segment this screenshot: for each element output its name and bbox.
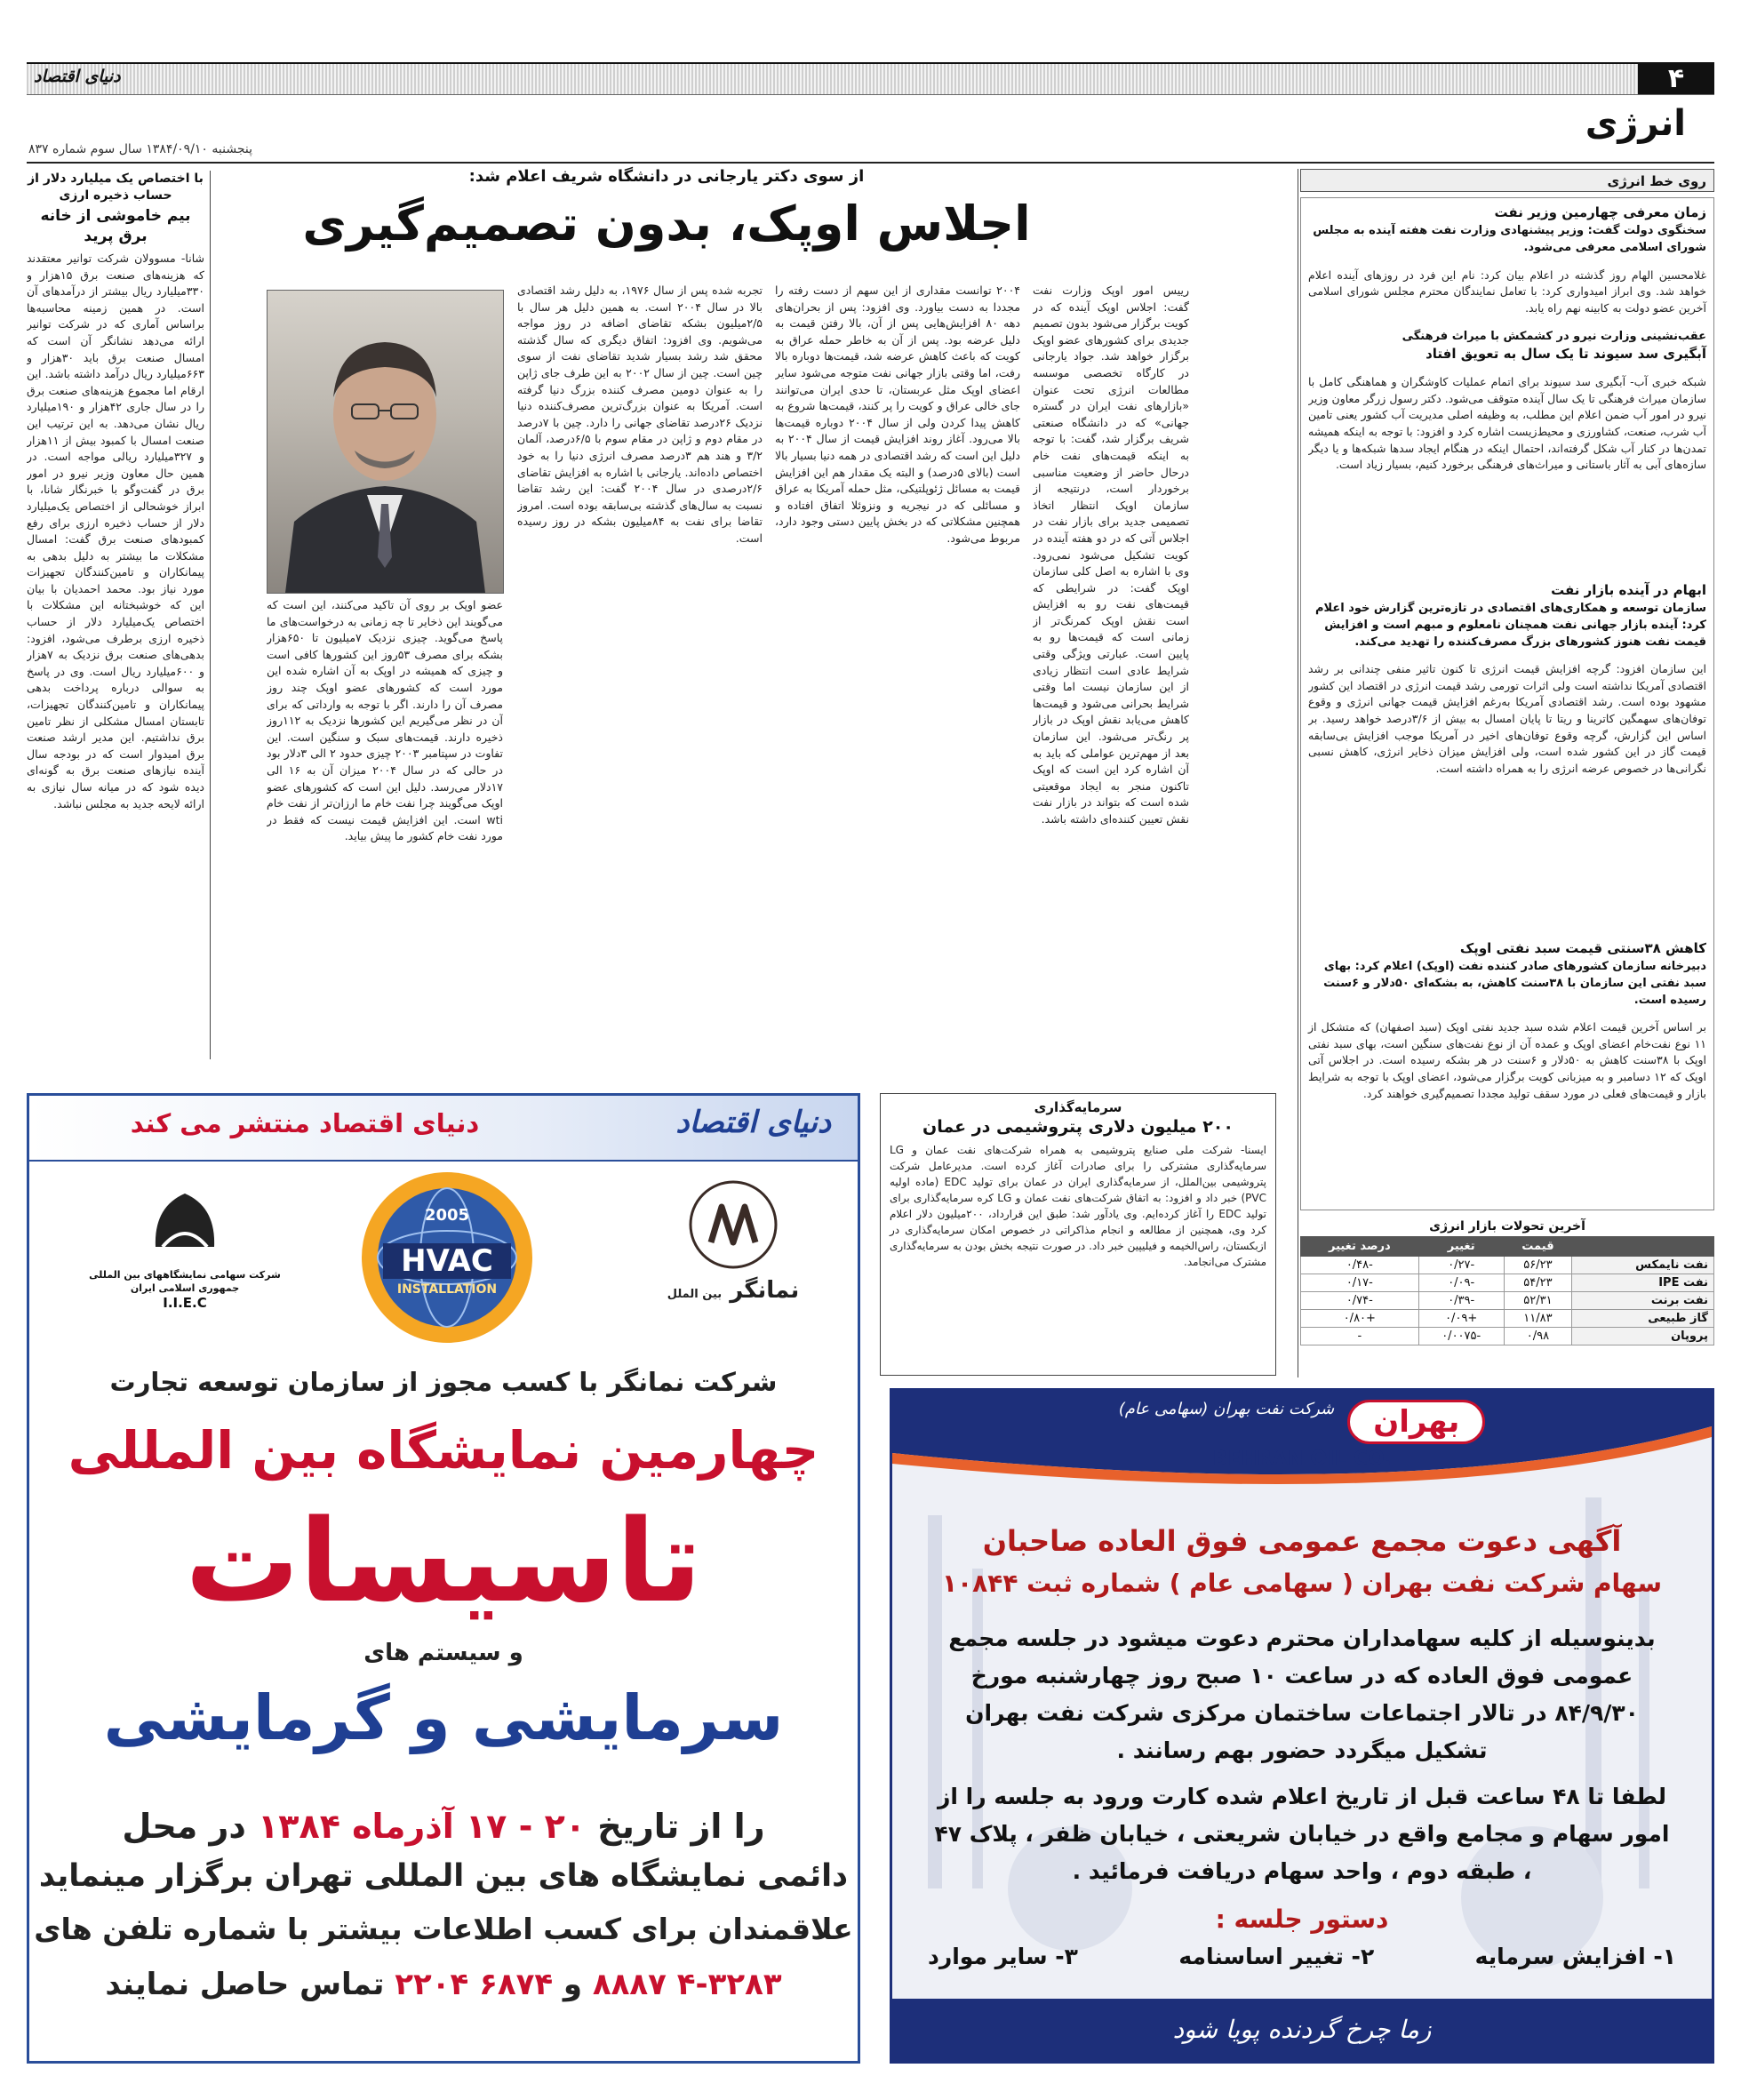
sidebar-item xyxy=(1308,939,1706,1102)
date-prefix: را از تاریخ xyxy=(597,1807,765,1846)
market-table xyxy=(1300,1236,1714,1345)
price-cell: ۵۶/۲۳ xyxy=(1504,1257,1571,1274)
portrait-illustration xyxy=(268,291,503,593)
left-story xyxy=(27,171,204,1059)
change-cell: -۰/۳۹ xyxy=(1418,1292,1504,1310)
percent-cell: -۰/۷۴ xyxy=(1301,1292,1419,1310)
sidebar-item-lead: سازمان توسعه و همکاری‌های اقتصادی در تازه‌ترین گزارش خود اعلام کرد: آینده بازار جهانی نفت همچنان نامعلوم و مبهم است و افزایش قیمت نفت هنوز کشورهای بزرگ مصرف‌کننده را تهدید می‌کند. xyxy=(1314,601,1706,649)
table-header-row xyxy=(1301,1237,1714,1257)
phone-number[interactable]: ۴-۳۲۸۳ ۸۸۸۷ xyxy=(592,1967,782,2002)
price-cell: ۵۴/۲۳ xyxy=(1504,1274,1571,1292)
page-number: ۴ xyxy=(1638,64,1714,94)
market-table-box xyxy=(1300,1219,1714,1345)
lead-title: اجلاس اوپک، بدون تصمیم‌گیری xyxy=(302,196,1031,252)
behran-agenda-list xyxy=(928,1944,1676,1969)
hvac-installation: INSTALLATION xyxy=(396,1282,498,1297)
percent-cell: +۰/۸۰ xyxy=(1301,1310,1419,1328)
ad-brand-logo: دنیای اقتصاد xyxy=(675,1105,831,1140)
commodity-name: نفت نایمکس xyxy=(1572,1257,1714,1274)
commodity-name: پروپان xyxy=(1572,1328,1714,1345)
ad-header-text: دنیای اقتصاد منتشر می کند xyxy=(130,1108,480,1138)
behran-logo: بهران xyxy=(1347,1400,1485,1444)
date-range: ۲۰ - ۱۷ آذرماه ۱۳۸۴ xyxy=(258,1807,586,1846)
lead-col-2: ۲۰۰۴ توانست مقداری از این سهم از دست رفته را مجددا به دست بیاورد. وی افزود: پس از بحران‌های دهه ۸۰ افزایش‌هایی پس از آن، بالا رفتن قیمت به دلیل عرضه بود. پس از آن به خاطر حمله عراق به کویت که باعث کاهش عرضه شد، قیمت‌ها دوباره بالا رفت، اما وقتی بازار جهانی نفت متوجه می‌شود سایر اعضای اوپک مثل عربستان، تا حدی ایران می‌توانند جای خالی عراق و کویت را پر کنند، قیمت‌ها شروع به کاهش پیدا کردن ولی از سال ۲۰۰۴ دوباره قیمت‌ها بالا می‌رود. آغاز روند افزایش قیمت از سال ۲۰۰۴ به دلیل این است که رشد اقتصادی در همه دنیا بسیار بالا است (بالای ۵درصد) و البته یک مقدار هم این افزایش قیمت به مسائل ژئوپلتیکی، مثل حمله آمریکا به عراق و مسائلی که در نیجریه و ونزوئلا اتفاق افتاده و همچنین مشکلاتی که در بخش پایین دستی وجود دارد، مربوط می‌شود. xyxy=(775,283,1020,545)
behran-advertisement[interactable] xyxy=(890,1388,1714,2064)
iiec-abbr: I.I.E.C xyxy=(163,1295,207,1311)
sidebar-item-body: غلامحسین الهام روز گذشته در اعلام بیان کرد: نام این فرد در روزهای آینده اعلام خواهد شد. وی ابراز امیدواری کرد: با تعامل نمایندگان محترم مجلس شورای اسلامی آخرین عضو دولت به کابینه نهم راه یابد. xyxy=(1308,267,1706,315)
namangar-logo xyxy=(644,1176,822,1304)
investment-kicker: سرمایه‌گذاری xyxy=(1034,1099,1122,1115)
sidebar-item-body: شبکه خبری آب- آبگیری سد سیوند برای اتمام عملیات کاوشگران و هماهنگی کامل با سازمان میراث فرهنگی تا یک سال آینده متوقف می‌شود. دکتر رسول زرگر معاون وزیر نیرو در امور آب ضمن اعلام این مطلب، به وظیفه اصلی مدیریت آب کشور یعنی تامین آب شرب، صنعت، کشاورزی و محیط‌زیست اشاره کرد و افزود: با توجه به اینکه همیشه تمدن‌ها در کنار آب شکل گرفته‌اند، احتمال اینکه در هنگام ایجاد سدها شبکه‌ها و یا دیگر سازه‌های آبی به آثار باستانی و میراث‌های فرهنگی برخورد کنیم، بسیار زیاد است. xyxy=(1308,375,1706,472)
hvac-badge xyxy=(358,1169,536,1346)
behran-body-invite: بدینوسیله از کلیه سهامداران محترم دعوت میشود در جلسه مجمع عمومی فوق العاده که در ساعت ۱۰ صبح روز چهارشنبه مورخ ۸۴/۹/۳۰ در تالار اجتماعات ساختمان مرکزی شرکت نفت بهران تشکیل میگردد حضور بهم رسانند . xyxy=(948,1625,1656,1763)
commodity-name: نفت برنت xyxy=(1572,1292,1714,1310)
investment-body: ایسنا- شرکت ملی صنایع پتروشیمی به همراه شرکت‌های نفت عمان و LG سرمایه‌گذاری مشترکی را برای صادرات آغاز کرده است. مدیرعامل شرکت پتروشیمی بین‌الملل، از سرمایه‌گذاری ایران در عمان برای تولید EDC (ماده اولیه PVC) خبر داد و افزود: به اتفاق شرکت‌های نفت عمان و LG کره سرمایه‌گذاری برای تولید EDC را آغاز کرده‌ایم. وی یادآور شد: طبق این قرارداد، ۲۰۰میلیون دلار اعلام کرد وی، همچنین از مطالعه و انجام مذاکراتی در خصوص امکان سرمایه‌گذاری در ازبکستان، راس‌الخیمه و فیلیپین خبر داد. در صورت نتیجه بخش بودن به سرمایه‌گذاری مشترک می‌انجامد. xyxy=(890,1144,1266,1268)
sidebar-item xyxy=(1308,581,1706,929)
phone-suffix: تماس حاصل نمایند xyxy=(105,1967,385,2002)
price-cell: ۰/۹۸ xyxy=(1504,1328,1571,1345)
price-cell: ۱۱/۸۳ xyxy=(1504,1310,1571,1328)
left-story-title: بیم خاموشی از خانه برق پرید xyxy=(40,207,191,245)
lead-col-1: رییس امور اوپک وزارت نفت گفت: اجلاس اوپک آینده که در کویت برگزار می‌شود بدون تصمیم جدیدی برای کشورهای عضو اوپک برگزار خواهد شد. جواد یارجانی در کارگاه تخصصی موسسه مطالعات انرژی تحت عنوان «بازارهای نفت ایران در گستره جهانی» که در دانشگاه صنعتی شریف برگزار شد، گفت: با توجه به اینکه قیمت‌های نفت خام درحال حاضر از وضعیت مناسبی برخوردار است، درنتیجه از سازمان اوپک انتظار اتخاذ تصمیمی جدید برای بازار نفت در اجلاس آتی که در دو هفته آینده در کویت تشکیل می‌شود نمی‌رود. وی با اشاره به اصل کلی سازمان اوپک گفت: در شرایطی که قیمت‌های نفت رو به افزایش است نقش اوپک کمرنگ‌تر از زمانی است که قیمت‌ها رو به پایین است. عبارتی ویژگی وقتی شرایط عادی است انتظار زیادی از این سازمان نیست اما وقتی شرایط بحرانی می‌شود و قیمت‌ها کاهش می‌یابد نقش اوپک در بازار پر رنگ‌تر می‌شود. این سازمان بعد از مهم‌ترین عواملی که باید به آن اشاره کرد این است که اوپک تاکنون منجر به ایجاد موقعیتی شده است که بتواند در بازار نفت نقش تعیین کننده‌ای داشته باشد. xyxy=(1033,283,1189,826)
hvac-advertisement[interactable] xyxy=(27,1093,860,2064)
percent-cell: -۰/۴۸ xyxy=(1301,1257,1419,1274)
price-cell: ۵۲/۳۱ xyxy=(1504,1292,1571,1310)
commodity-name: نفت IPE xyxy=(1572,1274,1714,1292)
behran-body-card: لطفا تا ۴۸ ساعت قبل از تاریخ اعلام شده کارت ورود به جلسه را از امور سهام و مجامع واقع در خیابان شریعتی ، خیابان ظفر ، پلاک ۴۷ ، طبقه دوم ، واحد سهام دریافت فرمائید . xyxy=(934,1784,1670,1884)
ad-header-strip xyxy=(29,1096,858,1162)
hvac-year: 2005 xyxy=(424,1206,470,1225)
sidebar-item-lead: دبیرخانه سازمان کشورهای صادر کننده نفت (اوپک) اعلام کرد: بهای سبد نفتی این سازمان با ۳۸سنت کاهش، به بشکه‌ای ۵۰دلار و ۶سنت رسیده است. xyxy=(1323,959,1706,1007)
ad-line-hvac-fa: سرمایشی و گرمایشی xyxy=(103,1681,784,1754)
ad-line-exhibition: چهارمین نمایشگاه بین المللی xyxy=(68,1420,819,1481)
sidebar-item-title: زمان معرفی چهارمین وزیر نفت xyxy=(1494,204,1706,220)
behran-title: آگهی دعوت مجمع عمومی فوق العاده صاحبان xyxy=(982,1524,1622,1558)
sidebar-item xyxy=(1308,328,1706,571)
change-cell: -۰/۰۹ xyxy=(1418,1274,1504,1292)
ad-line-venue: دائمی نمایشگاه های بین المللی تهران برگزار مینماید xyxy=(38,1858,849,1894)
iiec-emblem-icon xyxy=(136,1185,234,1265)
hvac-name: HVAC xyxy=(401,1243,493,1279)
masthead-bar xyxy=(27,62,1714,95)
behran-logo-block xyxy=(892,1400,1712,1470)
namangar-sub: بین الملل xyxy=(667,1288,723,1301)
ad-line-info: علاقمندان برای کسب اطلاعات بیشتر با شماره تلفن های xyxy=(34,1912,853,1946)
iiec-name: شرکت سهامی نمایشگاههای بین المللی جمهوری اسلامی ایران xyxy=(89,1269,281,1294)
author-photo xyxy=(267,290,504,594)
behran-agenda-title: دستور جلسه : xyxy=(1215,1904,1389,1934)
ad-line-systems: و سیستم های xyxy=(363,1640,523,1666)
commodity-name: گاز طبیعی xyxy=(1572,1310,1714,1328)
date-suffix: در محل xyxy=(122,1807,246,1846)
investment-box xyxy=(880,1093,1276,1376)
phone-number[interactable]: ۶۸۷۴ ۲۲۰۴ xyxy=(395,1967,554,2002)
sidebar-item xyxy=(1308,204,1706,316)
behran-subtitle: سهام شرکت نفت بهران ( سهامی عام ) شماره ثبت ۱۰۸۴۴ xyxy=(941,1569,1663,1598)
ad-line-permit: شرکت نمانگر با کسب مجوز از سازمان توسعه تجارت xyxy=(109,1367,778,1397)
market-table-title: آخرین تحولات بازار انرژی xyxy=(1429,1219,1585,1234)
top-rule xyxy=(27,162,1714,164)
table-header-cell: تغییر xyxy=(1418,1237,1504,1257)
namangar-mark-icon xyxy=(684,1176,782,1274)
sidebar-news xyxy=(1300,197,1714,1210)
dateline: پنجشنبه ۱۳۸۴/۰۹/۱۰ سال سوم شماره ۸۳۷ xyxy=(28,142,253,156)
iiec-logo xyxy=(74,1185,296,1336)
table-header-cell xyxy=(1572,1237,1714,1257)
percent-cell: -۰/۱۷ xyxy=(1301,1274,1419,1292)
change-cell: -۰/۲۷ xyxy=(1418,1257,1504,1274)
investment-title: ۲۰۰ میلیون دلاری پتروشیمی در عمان xyxy=(922,1117,1234,1137)
phone-conj: و xyxy=(563,1967,583,2002)
table-row xyxy=(1301,1328,1714,1345)
table-row xyxy=(1301,1274,1714,1292)
ad-line-date xyxy=(29,1807,858,1846)
sidebar-item-body: بر اساس آخرین قیمت اعلام شده سبد جدید نفتی اوپک (سبد اصفهان) که متشکل از ۱۱ نوع نفت‌خام اعضای اوپک و عمده آن از نوع نفت‌های سنگین است، بهای سبد نفتی اوپک با ۳۸سنت کاهش به ۵۰دلار و ۶سنت در هر بشکه رسیده است. در اجلاس آتی اوپک که ۱۲ دسامبر و به میزبانی کویت برگزار می‌شود، اعضای اوپک با توجه به شرایط بازار و قیمت‌های فعلی در مورد سقف تولید مجددا تصمیم‌گیری خواهند کرد. xyxy=(1308,1020,1706,1100)
lead-col-3: تجربه شده پس از سال ۱۹۷۶، به دلیل رشد اقتصادی بالا در سال ۲۰۰۴ است. به همین دلیل هر سال با ۲/۵میلیون بشکه تقاضای اضافه در روز مواجه می‌شویم. وی افزود: اتفاق دیگری که سال گذشته محقق شد رشد بسیار شدید تقاضای نفت از سوی چین است. چین از سال ۲۰۰۲ به این طرف جای ژاپن را به عنوان دومین مصرف کننده بزرگ دنیا گرفته است. آمریکا به عنوان بزرگ‌ترین مصرف‌کننده دنیا نزدیک ۲۶درصد تقاضای جهانی را دارد. چین با ۷درصد در مقام دوم و ژاپن در مقام سوم با ۶/۵درصد، آلمان ۳/۲ و هند هم ۳درصد مصرف انرژی دنیا را به خود اختصاص داده‌اند. یارجانی با اشاره به افزایش تقاضای ۲/۶درصدی در سال ۲۰۰۴ گفت: این رشد تقاضا نسبت به سال‌های گذشته بی‌سابقه بوده است. امروز تقاضا برای نفت به ۸۴میلیون بشکه در روز رسیده است. xyxy=(517,283,763,545)
lead-kicker: از سوی دکتر یارجانی در دانشگاه شریف اعلام شد: xyxy=(468,167,865,186)
lead-col-4: عضو اوپک بر روی آن تاکید می‌کنند، این است که می‌گویند این ذخایر تا چه زمانی به درخواست‌های ما پاسخ می‌گوید. چیزی نزدیک ۷میلیون تا ۶۵۰هزار بشکه برای مصرف ۵۳روز این کشورها کافی است و چیزی که همیشه در اوپک به آن اشاره شده این مورد است که کشورهای عضو اوپک چند روز مصرف آن را دارند. اگر با توجه به وارداتی که برای آن در نظر می‌گیریم این کشورها نزدیک به ۱۱۲روز ذخیره دارند. قیمت‌های سبک و سنگین است. این تفاوت در سپتامبر ۲۰۰۳ چیزی حدود ۲ الی ۳دلار بود در حالی که در سال ۲۰۰۴ میزان آن به ۱۶ الی ۱۷دلار می‌رسد. دلیل این است که کشورهای عضو اوپک می‌گویند چرا نفت خام ما ارزان‌تر از نفت خام wti است. این افزایش قیمت نیست که فقط در مورد نفت خام کشور ما پیش بیاید. xyxy=(267,598,503,843)
sidebar-item-title: کاهش ۳۸سنتی قیمت سبد نفتی اوپک xyxy=(1459,939,1706,956)
namangar-name: نمانگر xyxy=(730,1277,800,1304)
agenda-item: ۲- تغییر اساسنامه xyxy=(1178,1944,1375,1969)
change-cell: +۰/۰۹ xyxy=(1418,1310,1504,1328)
sidebar-item-title: ابهام در آینده بازار نفت xyxy=(1551,581,1706,598)
sidebar-header: روی خط انرژی xyxy=(1300,169,1714,192)
behran-company-en: BEHRAN OIL CO. xyxy=(1212,1448,1392,1470)
agenda-item: ۳- سایر موارد xyxy=(928,1944,1078,1969)
column-divider xyxy=(210,171,211,1059)
percent-cell: - xyxy=(1301,1328,1419,1345)
table-row xyxy=(1301,1292,1714,1310)
section-title: انرژی xyxy=(1585,103,1686,144)
ad-line-facilities: تاسیسات xyxy=(185,1496,702,1628)
agenda-item: ۱- افزایش سرمایه xyxy=(1474,1944,1676,1969)
table-row xyxy=(1301,1310,1714,1328)
table-header-cell: درصد تغییر xyxy=(1301,1237,1419,1257)
ad-line-phones xyxy=(29,1967,858,2002)
sidebar-item-lead: عقب‌نشینی وزارت نیرو در کشمکش با میراث فرهنگی xyxy=(1402,329,1706,343)
sidebar-item-lead: سخنگوی دولت گفت: وزیر پیشنهادی وزارت نفت هفته آینده به مجلس شورای اسلامی معرفی می‌شود. xyxy=(1313,224,1706,254)
sidebar-item-body: این سازمان افزود: گرچه افزایش قیمت انرژی تا کنون تاثیر منفی چندانی بر رشد اقتصادی آمریکا نداشته است ولی اثرات تورمی رشد قیمت انرژی در اقتصاد این کشور مشهود بوده است. رشد اقتصادی آمریکا به‌رغم افزایش قیمت جهانی انرژی و وقوع توفان‌های سهمگین کاترینا و ریتا تا پایان امسال به بیش از ۳/۶درصد خواهد رسید. بر اساس این گزارش، گرچه وقوع توفان‌های اخیر در آمریکا موجب افزایش بی‌سابقه قیمت گاز در این کشور شده است، ولی افزایش میزان ذخایر انرژی، کاهش نسبی نگرانی‌ها در خصوص عرضه انرژی را به همراه داشته است. xyxy=(1308,662,1706,775)
left-story-kicker: با اختصاص یک میلیارد دلار از حساب ذخیره ارزی xyxy=(28,172,204,203)
behran-slogan: زما چرخ گردنده پویا شود xyxy=(892,1999,1712,2061)
sidebar-item-title: آبگیری سد سیوند تا یک سال به تعویق افتاد xyxy=(1426,345,1706,362)
change-cell: -۰/۰۰۷۵ xyxy=(1418,1328,1504,1345)
table-row xyxy=(1301,1257,1714,1274)
left-story-body: شانا- مسوولان شرکت توانیر معتقدند که هزینه‌های صنعت برق ۱۵هزار و ۳۳۰میلیارد ریال بیشتر از درآمدهای آن است. در همین زمینه محاسبه‌ها براساس آماری که در شرکت توانیر ارائه می‌دهد نشانگر آن است که امسال صنعت برق باید ۳۰هزار و ۶۶۳میلیارد ریال درآمد داشته باشد. این ارقام اما مجموع هزینه‌های صنعت برق را در سال جاری ۴۲هزار و ۱۹۰میلیارد ریال نشان می‌دهد. به این ترتیب این صنعت امسال با کمبود بیش از ۱۱هزار و ۳۲۷میلیارد ریالی مواجه است. در همین حال معاون وزیر نیرو در امور برق در گفت‌وگو با خبرنگار شانا، با ابراز خوشحالی از اختصاص یک‌میلیارد دلار از حساب ذخیره ارزی برای رفع کمبودهای صنعت برق گفت: امسال مشکلات ما بیشتر به دلیل بدهی به پیمانکاران و تامین‌کنندگان تجهیزات مورد نیاز بود. محمد احمدیان با بیان این که خوشبختانه این مشکلات با اختصاص یک‌میلیارد دلار از حساب ذخیره ارزی برطرف می‌شود، افزود: بدهی‌های صنعت برق نزدیک به ۷هزار و ۶۰۰میلیارد ریال است. وی در پاسخ به سوالی درباره پرداخت بدهی پیمانکاران و تامین‌کنندگان تجهیزات، تابستان امسال مشکلی از نظر تامین برق نداشتیم. این مدیر ارشد صنعت برق امیدوار است که در بودجه سال آینده نیازهای صنعت برق به گونه‌ای دیده شود که در میانه سال نیازی به ارائه لایحه جدید به مجلس نباشد. xyxy=(27,252,204,810)
behran-company-fa: شرکت نفت بهران (سهامی عام) xyxy=(1118,1400,1335,1418)
newspaper-logo: دنیای اقتصاد xyxy=(34,67,121,86)
table-header-cell: قیمت xyxy=(1504,1237,1571,1257)
